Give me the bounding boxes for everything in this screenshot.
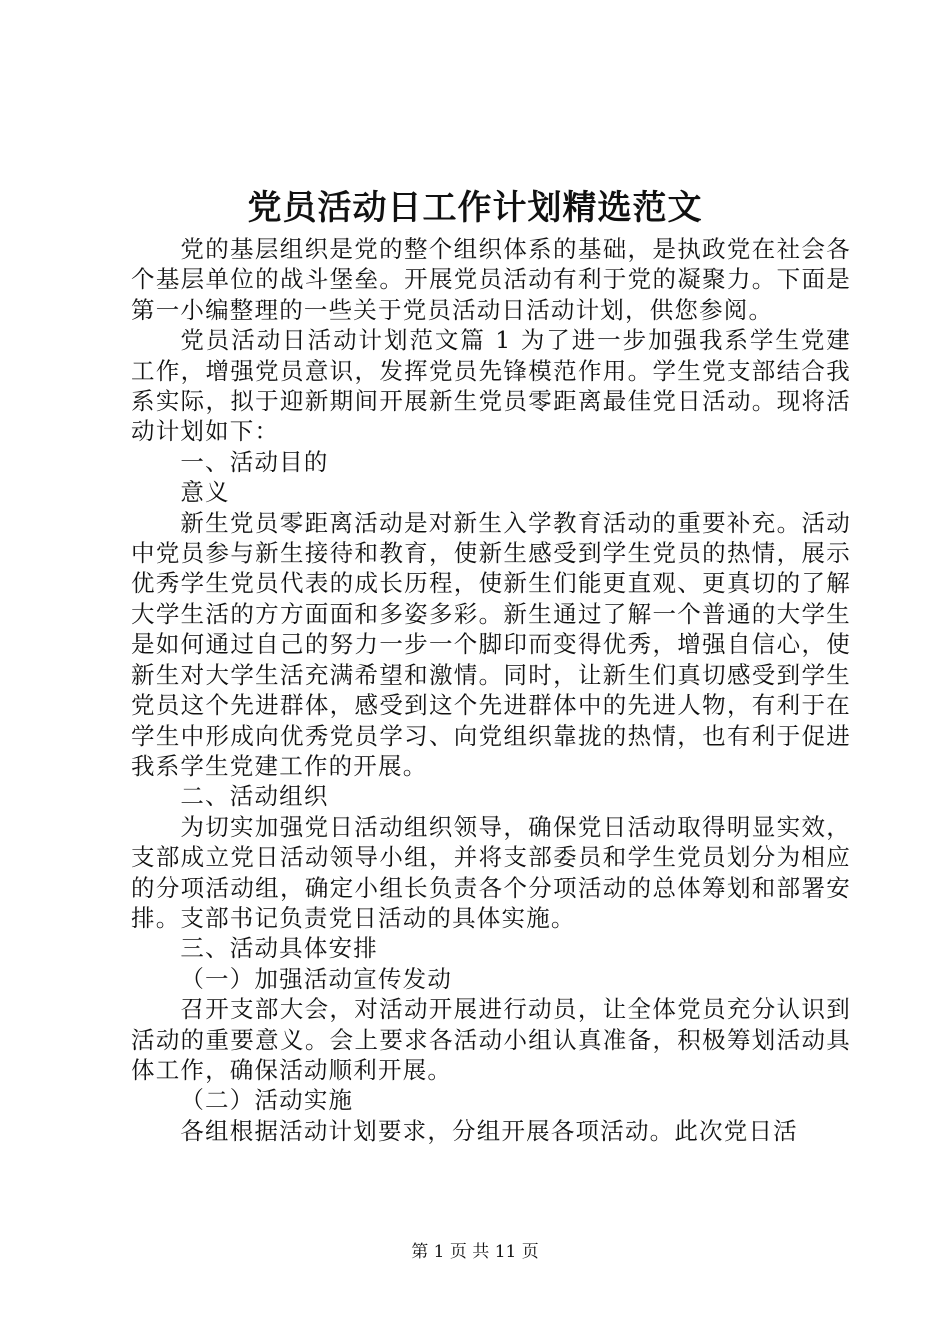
- page-number-footer: 第 1 页 共 11 页: [411, 1242, 539, 1262]
- paragraph-intro: 党的基层组织是党的整个组织体系的基础，是执政党在社会各个基层单位的战斗堡垒。开展党员活动有利于党的凝聚力。下面是第一小编整理的一些关于党员活动日活动计划，供您参阅。: [131, 235, 851, 324]
- section-heading-arrangement: 三、活动具体安排: [180, 934, 378, 963]
- document-body: [131, 234, 851, 1146]
- section-heading-organization: 二、活动组织: [180, 782, 329, 811]
- subsection-heading-publicity: （一）加强活动宣传发动: [180, 964, 453, 993]
- paragraph-organization: 为切实加强党日活动组织领导，确保党日活动取得明显实效，支部成立党日活动领导小组，并将支部委员和学生党员划分为相应的分项活动组，确定小组长负责各个分项活动的总体筹划和部署安排。支部书记负责党日活动的具体实施。: [131, 812, 851, 932]
- paragraph-purpose: 新生党员零距离活动是对新生入学教育活动的重要补充。活动中党员参与新生接待和教育，使新生感受到学生党员的热情，展示优秀学生党员代表的成长历程，使新生们能更直观、更真切的了解大学生活的方方面面和多姿多彩。新生通过了解一个普通的大学生是如何通过自己的努力一步一个脚印而变得优秀，增强自信心，使新生对大学生活充满希望和激情。同时，让新生们真切感受到学生党员这个先进群体，感受到这个先进群体中的先进人物，有利于在学生中形成向优秀党员学习、向党组织靠拢的热情，也有利于促进我系学生党建工作的开展。: [131, 508, 851, 780]
- subsection-heading-implementation: （二）活动实施: [180, 1086, 354, 1115]
- paragraph-plan-intro: 党员活动日活动计划范文篇 1 为了进一步加强我系学生党建工作，增强党员意识，发挥党员先锋模范作用。学生党支部结合我系实际，拟于迎新期间开展新生党员零距离最佳党日活动。现将活动计划如下：: [131, 326, 851, 446]
- document-title: 党员活动日工作计划精选范文: [247, 188, 703, 228]
- section-subheading-meaning: 意义: [180, 478, 230, 507]
- section-heading-purpose: 一、活动目的: [180, 447, 329, 476]
- paragraph-publicity: 召开支部大会，对活动开展进行动员，让全体党员充分认识到活动的重要意义。会上要求各活动小组认真准备，积极筹划活动具体工作，确保活动顺利开展。: [131, 995, 851, 1084]
- paragraph-implementation: 各组根据活动计划要求，分组开展各项活动。此次党日活: [180, 1116, 798, 1145]
